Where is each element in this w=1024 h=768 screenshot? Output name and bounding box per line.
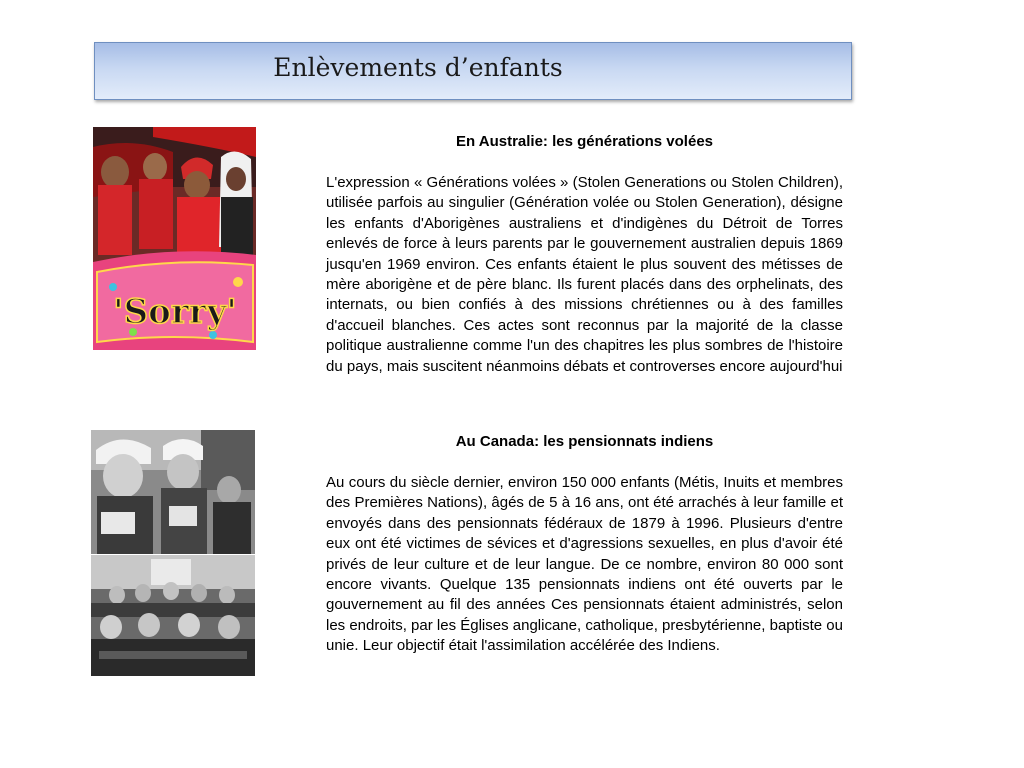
section-body-canada: Au cours du siècle dernier, environ 150 000 enfants (Métis, Inuits et membres des Premières Nations), âgés de 5 à 16 ans, ont été arrachés à leur famille et envoyés dans des pensionnats fédéraux de 1879 à 1996. Plusieurs d'entre eux ont été victimes de sévices et d'agressions sexuelles, en plus d'avoir été privés de leur culture et de leur langue. De ce nombre, environ 80 000 sont encore vivants. Quelque 135 pensionnats indiens ont été ouverts par le gouvernement au fil des années Ces pensionnats étaient administrés, selon les endroits, par les Églises anglicane, catholique, presbytérienne, baptiste ou unie. Leur objectif était l'assimilation accélérée des Indiens. (326, 474, 843, 655)
page-title: Enlèvements d’enfants (273, 53, 563, 82)
photo-sorry-banner (93, 127, 256, 350)
photo-classroom-students (91, 555, 255, 676)
section-heading-canada: Au Canada: les pensionnats indiens (455, 433, 714, 450)
photo-classroom-reading (91, 430, 255, 554)
section-body-australia: L'expression « Générations volées » (Stolen Generations ou Stolen Children), utilisée parfois au singulier (Génération volée ou Stolen Generation), désigne les enfants d'Aborigènes australiens et d'indigènes du Détroit de Torres enlevés de force à leurs parents par le gouvernement australien depuis 1869 jusqu'en 1969 environ. Ces enfants étaient le plus souvent des métisses de mère aborigène et de père blanc. Ils furent placés dans des orphelinats, des internats, ou bien confiés à des missions chrétiennes ou à des familles d'accueil blanches. Ces actes sont reconnus par la majorité de la classe politique australienne comme l'un des chapitres les plus sombres de l'histoire du pays, mais suscitent néanmoins débats et controverses encore aujourd'hui (326, 174, 843, 375)
banner-text: 'Sorry' (113, 292, 237, 332)
section-heading-australia: En Australie: les générations volées (455, 133, 714, 150)
title-banner (94, 42, 852, 100)
